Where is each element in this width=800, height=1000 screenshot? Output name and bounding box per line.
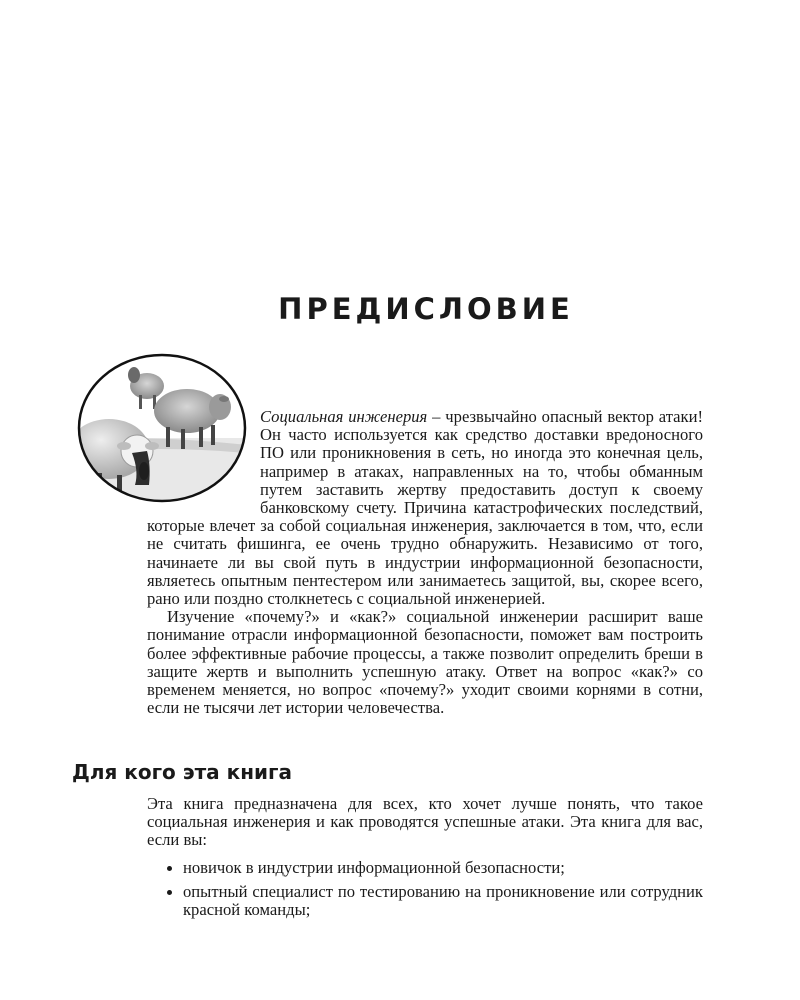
section-paragraph: Эта книга предназначена для всех, кто хочет лучше понять, что такое социальная инженерия и как проводятся успешные атаки. Эта книга для вас, если вы:: [147, 794, 703, 850]
bullet-icon: [167, 890, 172, 895]
list-item-text: новичок в индустрии информационной безопасности;: [183, 857, 565, 877]
audience-list: [147, 859, 703, 920]
list-item-text: опытный специалист по тестированию на проникновение или сотрудник красной команды;: [183, 881, 703, 920]
list-item: [147, 859, 703, 877]
intro-rest: – чрезвычайно опасный вектор атаки! Он часто используется как средство доставки вредоносного ПО или проникновения в сеть, но иногда это конечная цель, например в атаках, направленных на то, чтобы обманным путем заставить жертву предоставить доступ к своему банковскому счету. Причина катастрофических последствий, которые влечет за собой социальная инженерия, заключается в том, что, если не считать фишинга, ее очень трудно обнаружить. Независимо от того, начинаете ли вы свой путь в индустрии информационной безопасности, являетесь опытным пентестером или занимаетесь защитой, вы, скорее всего, рано или поздно столкнетесь с социальной инженерией.: [147, 407, 704, 609]
intro-term: Социальная инженерия: [260, 407, 428, 426]
section-title: Для кого эта книга: [72, 760, 292, 784]
bullet-icon: [167, 866, 172, 871]
section-body: [147, 795, 703, 925]
page-title: ПРЕДИСЛОВИЕ: [278, 292, 574, 326]
intro-text: [147, 408, 703, 717]
paragraph-2: Изучение «почему?» и «как?» социальной инженерии расширит ваше понимание отрасли информационной безопасности, поможет вам построить более эффективные рабочие процессы, а также позволит определить бреши в защите жертв и выполнить успешную атаку. Ответ на вопрос «как?» со временем меняется, но вопрос «почему?» уходит своими корнями в сотни, если не тысячи лет истории человечества.: [147, 607, 703, 718]
list-item: [147, 883, 703, 919]
